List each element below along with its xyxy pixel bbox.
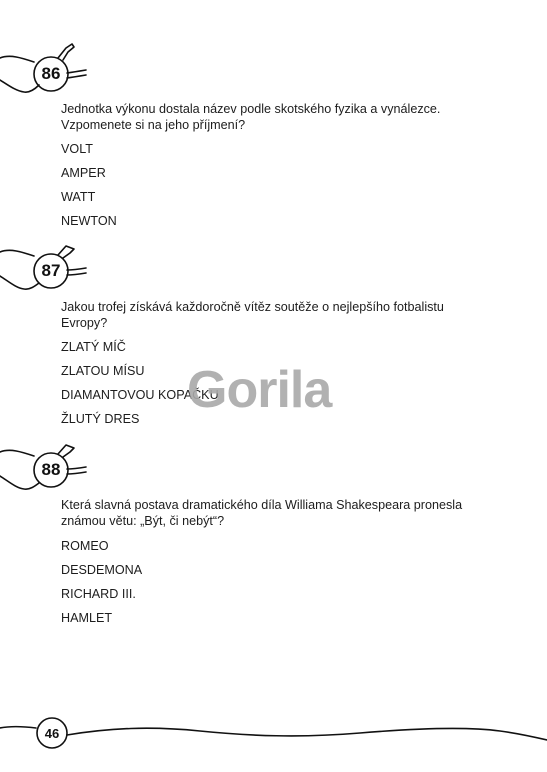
question-87-text: Jakou trofej získává každoročně vítěz soutěže o nejlepšího fotbalistu Evropy? <box>61 300 444 330</box>
question-number-88: 88 <box>41 460 61 479</box>
answer-option[interactable]: ZLATÝ MÍČ <box>61 340 126 354</box>
answer-option[interactable]: ROMEO <box>61 539 109 553</box>
answer-option[interactable]: HAMLET <box>61 611 113 625</box>
answer-option[interactable]: ZLATOU MÍSU <box>61 364 145 378</box>
answer-option[interactable]: NEWTON <box>61 214 117 228</box>
answer-option[interactable]: VOLT <box>61 142 93 156</box>
question-number-86: 86 <box>41 64 61 83</box>
footer-wave <box>0 718 547 748</box>
answer-option[interactable]: RICHARD III. <box>61 587 136 601</box>
watermark-logo: Gorila <box>187 361 332 419</box>
answer-option[interactable]: DIAMANTOVOU KOPAČKU <box>61 388 219 402</box>
page-number: 46 <box>44 725 60 741</box>
answer-option[interactable]: DESDEMONA <box>61 563 143 577</box>
question-86-text: Jednotka výkonu dostala název podle skotského fyzika a vynálezce. Vzpomenete si na jeho příjmení? <box>61 102 441 132</box>
question-88-text: Která slavná postava dramatického díla Williama Shakespeara pronesla známou větu: „Být, či nebýt“? <box>61 498 463 528</box>
answer-option[interactable]: ŽLUTÝ DRES <box>61 412 140 426</box>
answer-option[interactable]: AMPER <box>61 166 106 180</box>
answer-option[interactable]: WATT <box>61 190 96 204</box>
question-number-87: 87 <box>41 261 61 280</box>
